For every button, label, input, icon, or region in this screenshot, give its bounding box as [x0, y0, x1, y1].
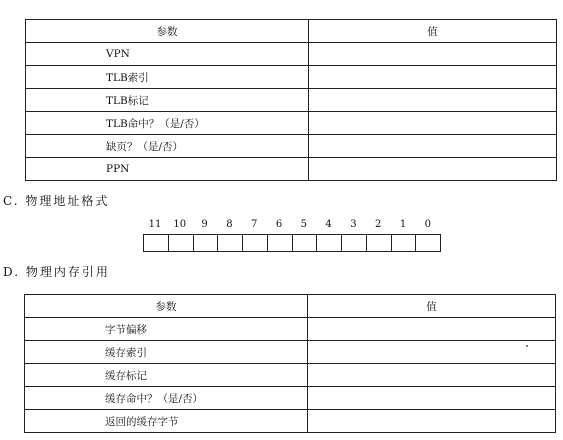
value-cell-cache-tag[interactable] — [308, 364, 556, 387]
row-label-tlb-tag: TLB标记 — [26, 89, 309, 112]
row-label-tlb-hit: TLB命中？（是/否） — [26, 112, 309, 135]
value-cell-vpn[interactable] — [309, 43, 557, 66]
value-cell-cache-index[interactable] — [308, 341, 556, 364]
tlb-parameter-table — [25, 19, 557, 181]
bit-label-0: 0 — [424, 219, 431, 230]
value-cell-cache-byte-returned[interactable] — [308, 410, 556, 433]
row-label-cache-byte-returned: 返回的缓存字节 — [25, 410, 308, 433]
bit-label-3: 3 — [350, 219, 357, 230]
row-label-vpn: VPN — [26, 43, 309, 66]
bit-box-5[interactable] — [293, 235, 318, 251]
table-row — [25, 318, 556, 341]
value-cell-tlb-tag[interactable] — [309, 89, 557, 112]
section-d-heading: D. 物理内存引用 — [3, 265, 110, 279]
bit-label-1: 1 — [399, 219, 407, 230]
table1-header-value: 值 — [309, 20, 557, 43]
bit-number-labels — [143, 219, 441, 233]
table-row — [25, 410, 556, 433]
table-row — [26, 112, 557, 135]
table2-header-param: 参数 — [25, 295, 308, 318]
bit-box-9[interactable] — [194, 235, 219, 251]
table-row — [25, 387, 556, 410]
row-label-tlb-index: TLB索引 — [26, 66, 309, 89]
physical-address-bit-fields — [143, 234, 441, 252]
bit-box-0[interactable] — [416, 235, 440, 251]
bit-label-2: 2 — [375, 219, 382, 230]
value-cell-cache-hit[interactable] — [308, 387, 556, 410]
section-c-heading: C. 物理地址格式 — [3, 194, 110, 208]
table-row — [26, 66, 557, 89]
table-row — [25, 364, 556, 387]
row-label-ppn: PPN — [26, 158, 309, 181]
bit-box-6[interactable] — [268, 235, 293, 251]
table-row — [25, 341, 556, 364]
scan-speck — [526, 345, 528, 347]
row-label-page-fault: 缺页？（是/否） — [26, 135, 309, 158]
bit-box-1[interactable] — [392, 235, 417, 251]
bit-label-11: 11 — [148, 219, 162, 230]
value-cell-byte-offset[interactable] — [308, 318, 556, 341]
value-cell-tlb-index[interactable] — [309, 66, 557, 89]
bit-box-11[interactable] — [144, 235, 169, 251]
table-row — [26, 43, 557, 66]
row-label-byte-offset: 字节偏移 — [25, 318, 308, 341]
row-label-cache-tag: 缓存标记 — [25, 364, 308, 387]
bit-box-10[interactable] — [169, 235, 194, 251]
value-cell-page-fault[interactable] — [309, 135, 557, 158]
bit-label-8: 8 — [226, 219, 233, 230]
bit-label-9: 9 — [201, 219, 208, 230]
bit-box-3[interactable] — [342, 235, 367, 251]
memory-reference-table — [24, 294, 556, 433]
bit-label-10: 10 — [173, 219, 187, 230]
bit-label-4: 4 — [325, 219, 332, 230]
table-row — [26, 89, 557, 112]
bit-label-6: 6 — [275, 219, 283, 230]
value-cell-ppn[interactable] — [309, 158, 557, 181]
table1-header-param: 参数 — [26, 20, 309, 43]
bit-label-5: 5 — [300, 219, 307, 230]
bit-box-2[interactable] — [367, 235, 392, 251]
value-cell-tlb-hit[interactable] — [309, 112, 557, 135]
row-label-cache-index: 缓存索引 — [25, 341, 308, 364]
bit-box-7[interactable] — [243, 235, 268, 251]
bit-label-7: 7 — [251, 219, 258, 230]
table2-header-value: 值 — [308, 295, 556, 318]
bit-box-8[interactable] — [218, 235, 243, 251]
table-row — [26, 158, 557, 181]
table-row — [26, 135, 557, 158]
row-label-cache-hit: 缓存命中？（是/否） — [25, 387, 308, 410]
bit-box-4[interactable] — [317, 235, 342, 251]
